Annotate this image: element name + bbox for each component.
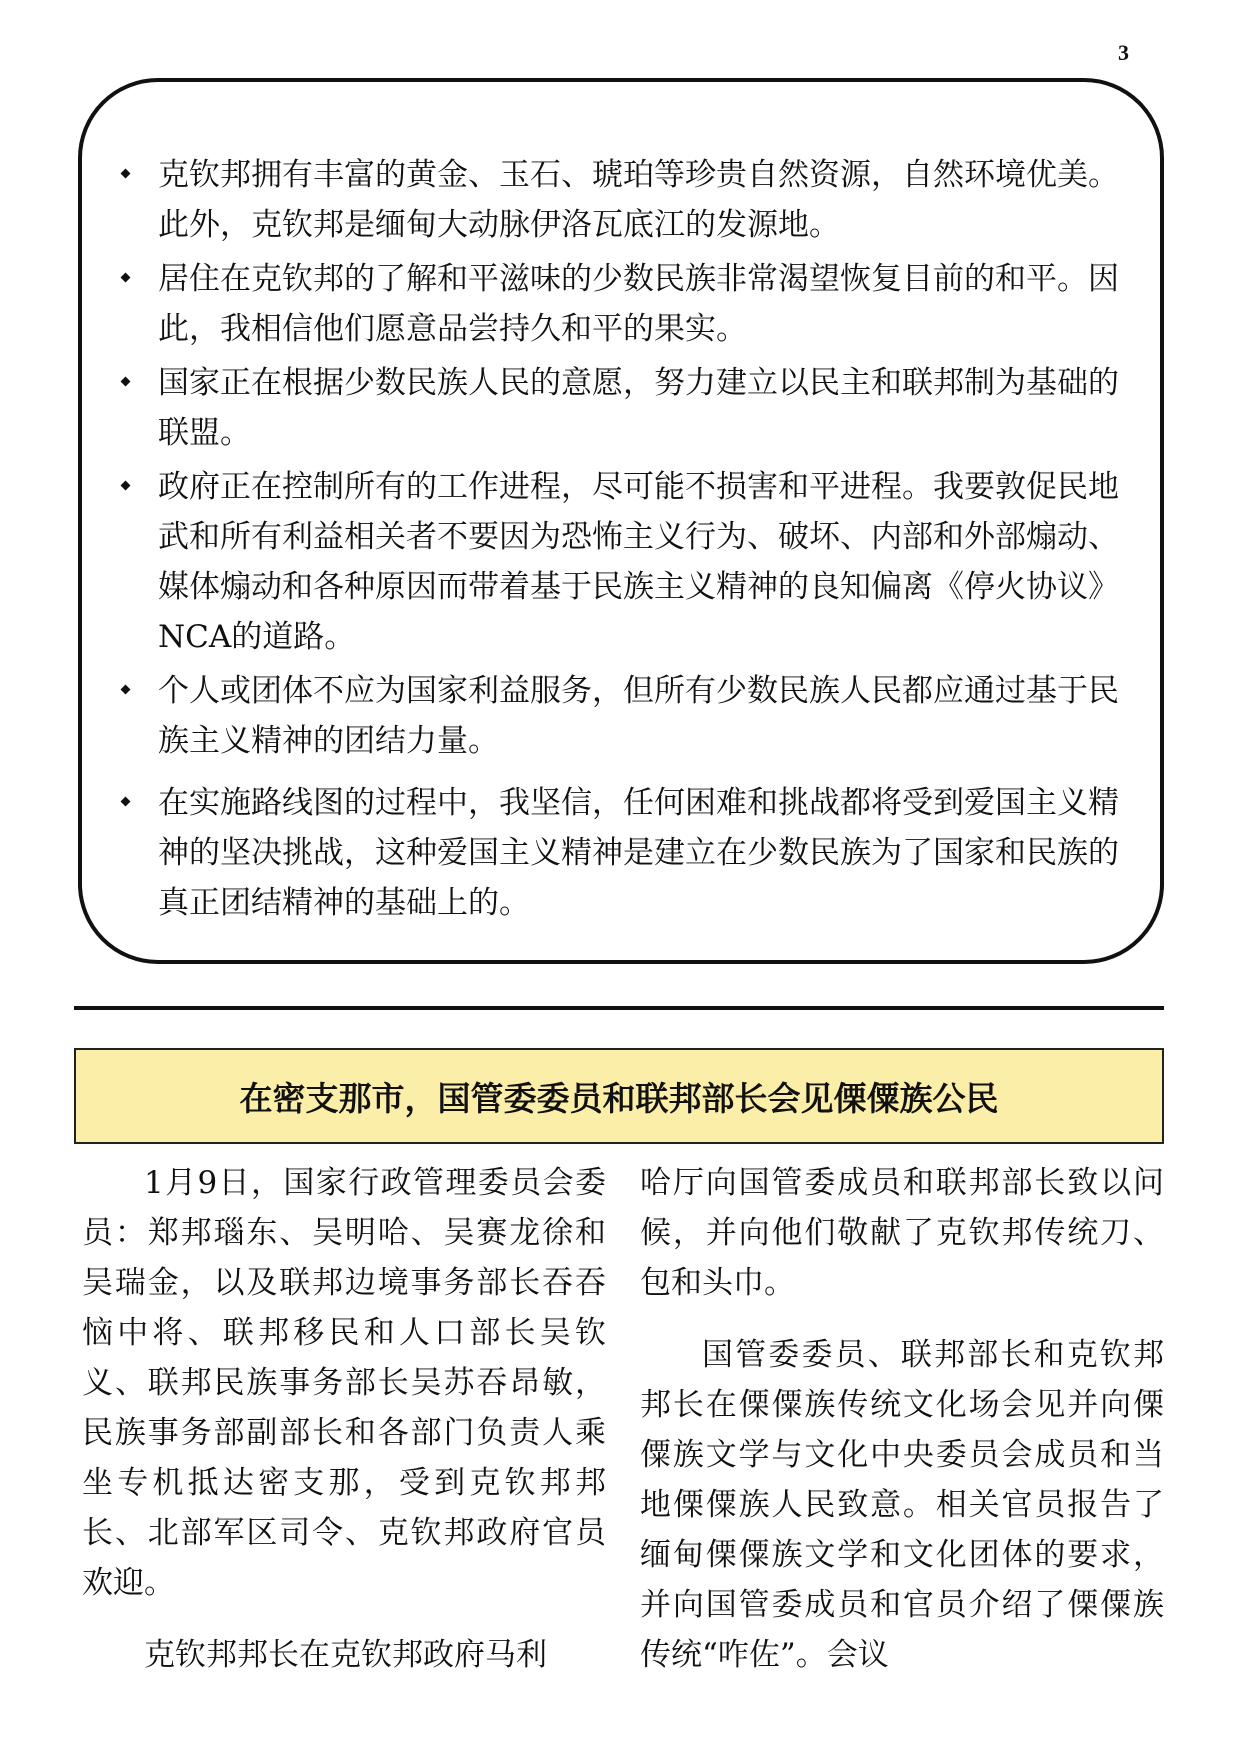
bullet-text: 在实施路线图的过程中，我坚信，任何困难和挑战都将受到爱国主义精神的坚决挑战，这种爱国主义精神是建立在少数民族为了国家和民族的真正团结精神的基础上的。 [158, 785, 1119, 921]
diamond-bullet-icon [121, 169, 131, 179]
bullet-text: 政府正在控制所有的工作进程，尽可能不损害和平进程。我要敦促民地武和所有利益相关者不要因为恐怖主义行为、破坏、内部和外部煽动、媒体煽动和各种原因而带着基于民族主义精神的良知偏离《停火协议》NCA的道路。 [158, 469, 1119, 655]
article-paragraph: 1月9日，国家行政管理委员会委员：郑邦瑙东、吴明哈、吴赛龙徐和吴瑞金，以及联邦边境事务部长吞吞恼中将、联邦移民和人口部长吴钦义、联邦民族事务部长吴苏吞昂敏，民族事务部副部长和各部门负责人乘坐专机抵达密支那，受到克钦邦邦长、北部军区司令、克钦邦政府官员欢迎。 [82, 1165, 606, 1601]
bullet-text: 居住在克钦邦的了解和平滋味的少数民族非常渴望恢复目前的和平。因此，我相信他们愿意品尝持久和平的果实。 [158, 261, 1119, 347]
article-paragraph: 哈厅向国管委成员和联邦部长致以问候，并向他们敬献了克钦邦传统刀、包和头巾。 [640, 1165, 1164, 1301]
bullet-item [118, 254, 1138, 354]
page-number: 3 [1118, 40, 1129, 65]
bullet-list [118, 150, 1138, 932]
bullet-text: 国家正在根据少数民族人民的意愿，努力建立以民主和联邦制为基础的联盟。 [158, 365, 1119, 451]
article-paragraph: 克钦邦邦长在克钦邦政府马利 [144, 1637, 547, 1673]
bullet-item [118, 462, 1138, 662]
article-paragraph: 国管委委员、联邦部长和克钦邦邦长在傈僳族传统文化场会见并向傈僳族文学与文化中央委员会成员和当地傈僳族人民致意。相关官员报告了缅甸傈僳族文学和文化团体的要求，并向国管委成员和官员介绍了傈僳族传统“咋佐”。会议 [640, 1337, 1164, 1673]
bullet-item [118, 150, 1138, 250]
bullet-item [118, 358, 1138, 458]
diamond-bullet-icon [121, 273, 131, 283]
bullet-text: 个人或团体不应为国家利益服务，但所有少数民族人民都应通过基于民族主义精神的团结力量。 [158, 673, 1119, 759]
bullet-text: 克钦邦拥有丰富的黄金、玉石、琥珀等珍贵自然资源，自然环境优美。此外，克钦邦是缅甸大动脉伊洛瓦底江的发源地。 [158, 157, 1119, 243]
article-headline: 在密支那市，国管委委员和联邦部长会见傈僳族公民 [239, 1078, 999, 1118]
article-left-column [82, 1158, 606, 1702]
diamond-bullet-icon [121, 481, 131, 491]
bullet-item [118, 778, 1138, 928]
diamond-bullet-icon [121, 797, 131, 807]
bullet-item [118, 666, 1138, 766]
headline-banner [74, 1048, 1164, 1144]
diamond-bullet-icon [121, 685, 131, 695]
section-divider [74, 1006, 1164, 1010]
diamond-bullet-icon [121, 377, 131, 387]
article-right-column [640, 1158, 1164, 1702]
